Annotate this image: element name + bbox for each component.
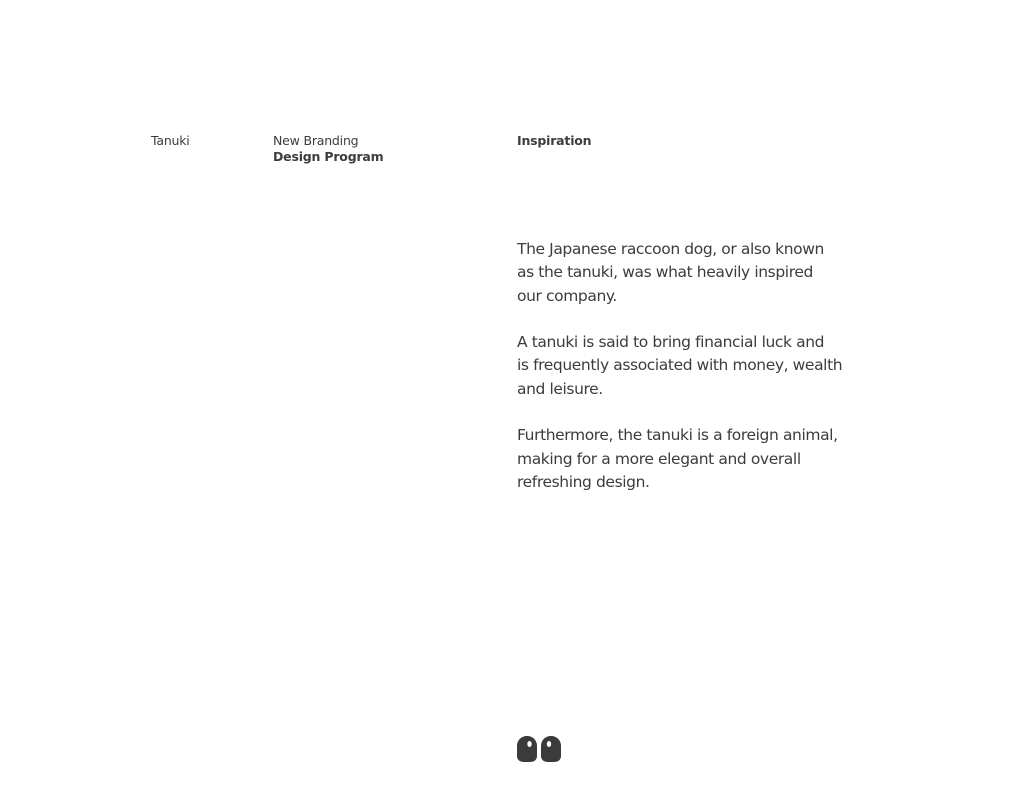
logo-right-eye xyxy=(541,736,561,762)
tanuki-eyes-logo-icon xyxy=(516,735,562,763)
logo-left-pupil xyxy=(527,741,531,747)
brand-name: Tanuki xyxy=(151,133,190,148)
program-title-line2: Design Program xyxy=(273,149,384,164)
paragraph-2: A tanuki is said to bring financial luck and is frequently associated with money, wealth and leisure. xyxy=(517,333,843,398)
program-title-line1: New Branding xyxy=(273,133,359,148)
logo-right-pupil xyxy=(547,741,551,747)
program-title xyxy=(273,133,383,165)
logo-shapes xyxy=(517,736,561,762)
body-text xyxy=(517,238,847,518)
section-title: Inspiration xyxy=(517,133,592,148)
logo-left-eye xyxy=(517,736,537,762)
paragraph-3: Furthermore, the tanuki is a foreign animal, making for a more elegant and overall refreshing design. xyxy=(517,426,838,491)
paragraph-1: The Japanese raccoon dog, or also known as the tanuki, was what heavily inspired our company. xyxy=(517,240,824,305)
